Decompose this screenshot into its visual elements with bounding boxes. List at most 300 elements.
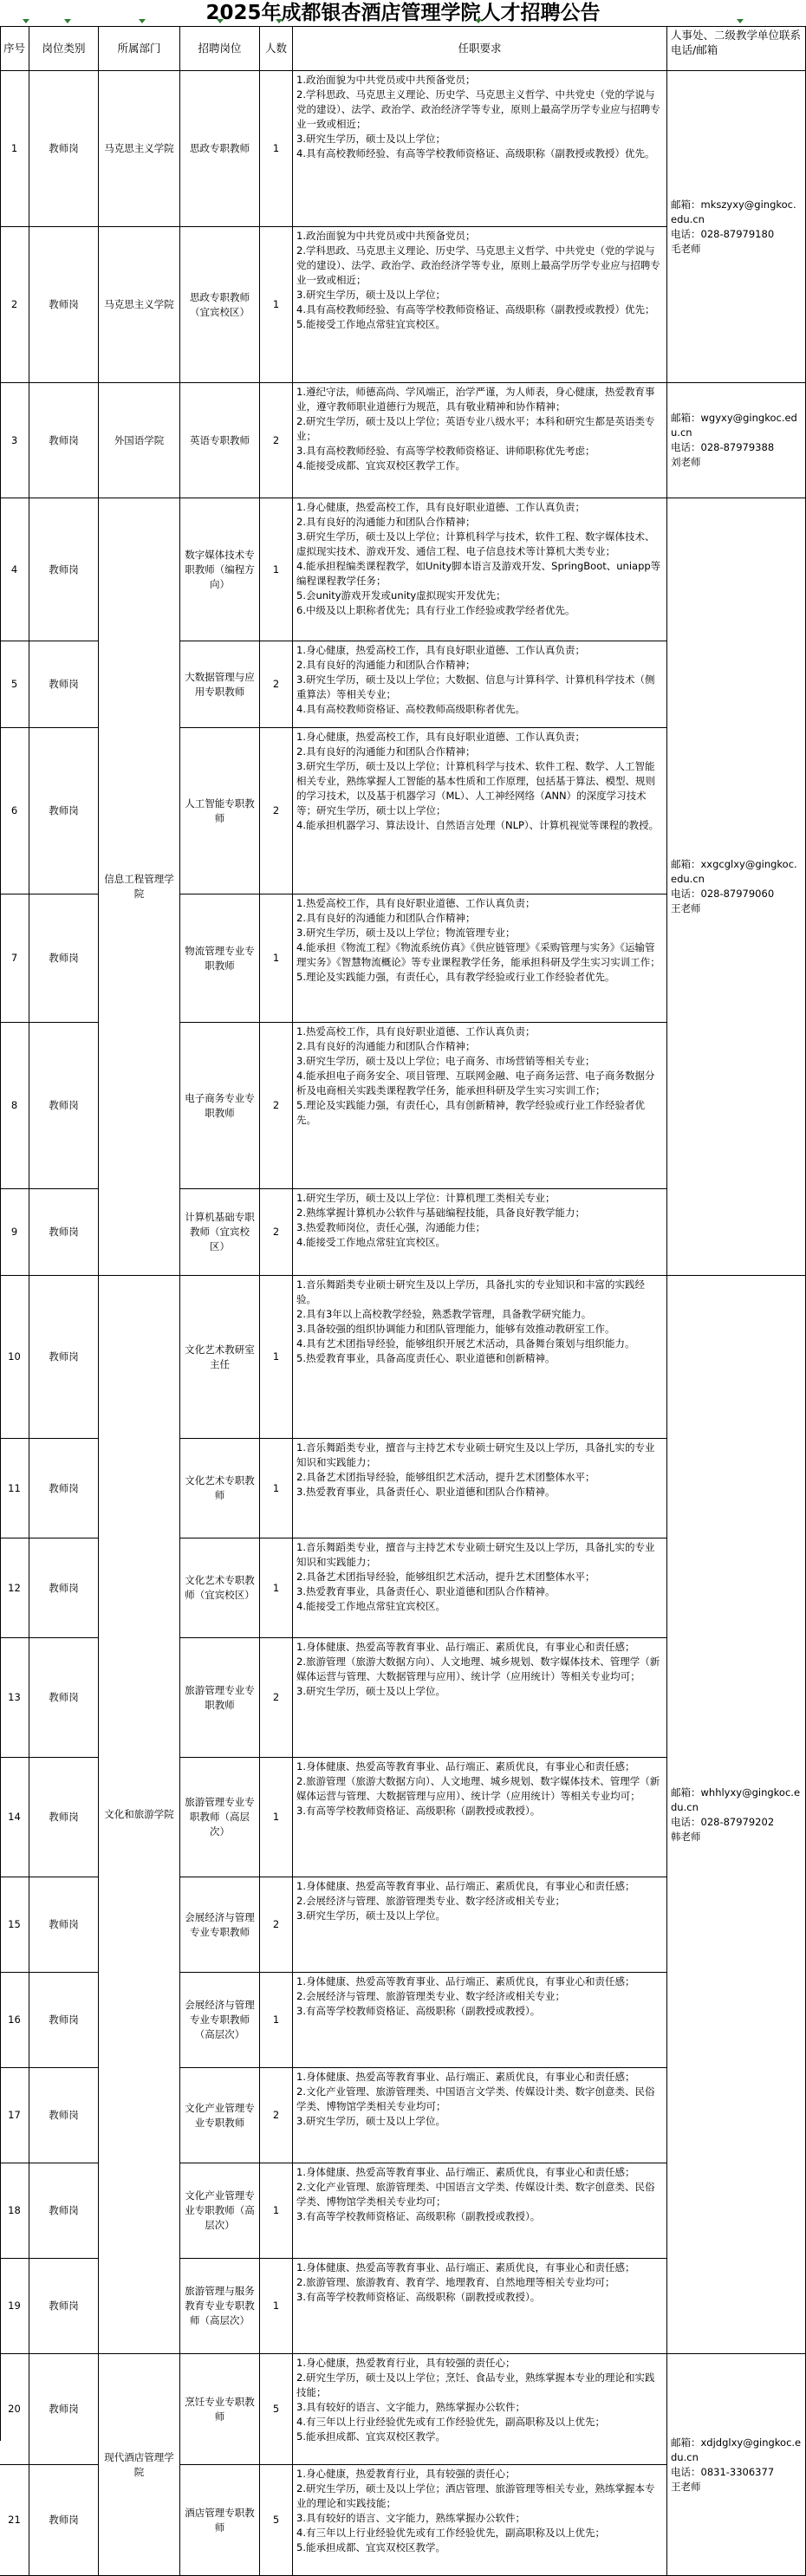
row-number-text: 12 xyxy=(8,1581,21,1594)
post-title xyxy=(180,894,260,1023)
headcount xyxy=(260,2465,293,2576)
header-cell xyxy=(180,26,260,71)
row-number xyxy=(0,227,29,383)
row-number-text: 4 xyxy=(10,563,18,576)
requirements xyxy=(293,1638,667,1758)
requirement-line: 4.有三年以上行业经验优先或有工作经验优先，副高职称及以上优先； xyxy=(296,2416,605,2428)
row-number-text: 21 xyxy=(8,2514,21,2526)
requirement-line: 2.会展经济与管理、旅游管理类专业、数字经济或相关专业； xyxy=(296,1990,565,2002)
contact-block xyxy=(671,857,802,916)
row-number xyxy=(0,383,29,498)
row-number-text: 16 xyxy=(8,2013,21,2026)
post-category xyxy=(29,728,99,894)
contact-person: 韩老师 xyxy=(671,1830,701,1843)
contact-email[interactable]: 邮箱：xxgcglxy@gingkoc.edu.cn xyxy=(671,858,797,885)
requirements xyxy=(293,1973,667,2068)
headcount-text: 2 xyxy=(272,1918,280,1930)
category-text: 教师岗 xyxy=(49,2514,79,2526)
requirement-line: 1.身体健康、热爱高等教育事业、品行端正、素质优良，有事业心和责任感； xyxy=(296,2071,635,2083)
post-title-text: 会展经济与管理专业专职教师 xyxy=(185,1910,255,1938)
requirement-line: 6.中级及以上职称者优先；具有行业工作经验或教学经者优先。 xyxy=(296,604,575,616)
requirement-line: 5.理论及实践能力强，有责任心，具有创新精神，教学经验或行业工作经验者优先。 xyxy=(296,1099,645,1126)
header-label: 人事处、二级教学单位联系电话/邮箱 xyxy=(671,29,802,56)
post-title xyxy=(180,2163,260,2259)
post-title-text: 旅游管理与服务教育专业专职教师（高层次） xyxy=(185,2285,255,2326)
contact-info xyxy=(667,2354,806,2576)
headcount-text: 1 xyxy=(272,142,280,154)
headcount-text: 2 xyxy=(272,2109,280,2121)
post-title-text: 会展经济与管理专业专职教师（高层次） xyxy=(185,1999,255,2040)
category-text: 教师岗 xyxy=(49,1099,79,1111)
headcount-text: 1 xyxy=(272,2013,280,2026)
requirements xyxy=(293,71,667,227)
post-title-text: 文化产业管理专业专职教师（高层次） xyxy=(185,2189,255,2231)
filter-dropdown-icon[interactable] xyxy=(475,19,482,23)
requirements xyxy=(293,2259,667,2354)
contact-person: 刘老师 xyxy=(671,456,701,468)
department xyxy=(99,227,180,383)
category-text: 教师岗 xyxy=(49,563,79,576)
requirements xyxy=(293,383,667,498)
headcount xyxy=(260,728,293,894)
row-number-text: 7 xyxy=(10,952,18,964)
requirements xyxy=(293,1758,667,1877)
requirement-line: 3.研究生学历，硕士及以上学位； xyxy=(296,289,445,301)
category-text: 教师岗 xyxy=(49,1918,79,1930)
headcount xyxy=(260,641,293,728)
requirement-line: 4.能承担机器学习、算法设计、自然语言处理（NLP）、计算机视觉等课程的教授。 xyxy=(296,819,660,831)
post-title xyxy=(180,1439,260,1538)
row-number xyxy=(0,1276,29,1439)
requirement-line: 3.有高等学校教师资格证、高级职称（副教授或教授）。 xyxy=(296,2210,541,2222)
category-text: 教师岗 xyxy=(49,2300,79,2312)
post-category xyxy=(29,894,99,1023)
post-title xyxy=(180,1189,260,1276)
requirements xyxy=(293,2465,667,2576)
requirement-line: 2.学科思政、马克思主义理论、历史学、马克思主义哲学、中共党史（党的学说与党的建设）、法学、政治学、政治经济学等专业，原则上最高学历学专业应与招聘专业一致或相近； xyxy=(296,244,660,286)
requirements xyxy=(293,1877,667,1973)
post-title-text: 文化产业管理专业专职教师 xyxy=(185,2101,255,2129)
contact-phone: 电话：028-87979060 xyxy=(671,888,775,900)
requirement-line: 1.政治面貌为中共党员或中共预备党员； xyxy=(296,230,476,242)
contact-phone: 电话：0831-3306377 xyxy=(671,2465,775,2478)
header-label: 所属部门 xyxy=(117,42,161,55)
post-title-text: 思政专职教师 xyxy=(190,142,250,154)
requirement-line: 3.具有较好的语言、文字能力，熟练掌握办公软件； xyxy=(296,2512,525,2524)
post-title-text: 思政专职教师（宜宾校区） xyxy=(190,290,250,318)
department-name: 现代酒店管理学院 xyxy=(104,2450,174,2478)
requirement-line: 2.具备艺术团指导经验，能够组织艺术活动，提升艺术团整体水平； xyxy=(296,1471,595,1483)
post-category xyxy=(29,2068,99,2163)
row-number-text: 5 xyxy=(10,678,18,690)
post-title-text: 文化艺术专职教师（宜宾校区） xyxy=(185,1574,255,1601)
requirement-line: 2.具备艺术团指导经验，能够组织艺术活动，提升艺术团整体水平； xyxy=(296,1571,595,1583)
requirement-line: 3.研究生学历，硕士及以上学位；计算机科学与技术，软件工程、数字媒体技术、虚拟现实技术、游戏开发、通信工程、电子信息技术等计算机大类专业； xyxy=(296,530,655,557)
post-title-text: 文化艺术专职教师 xyxy=(185,1474,255,1501)
requirement-line: 3.研究生学历，硕士及以上学位；电子商务、市场营销等相关专业； xyxy=(296,1055,595,1067)
header-label: 岗位类别 xyxy=(42,42,86,55)
requirement-line: 3.有高等学校教师资格证、高级职称（副教授或教授）。 xyxy=(296,2005,541,2017)
requirement-line: 3.热爱教育事业，具备责任心、职业道德和团队合作精神。 xyxy=(296,1486,556,1498)
requirement-line: 3.研究生学历，硕士及以上学位；大数据、信息与计算科学、计算机科学技术（侧重算法）等相关专业； xyxy=(296,673,655,700)
post-title-text: 英语专职教师 xyxy=(190,433,250,446)
requirement-line: 1.热爱高校工作，具有良好职业道德、工作认真负责； xyxy=(296,897,536,909)
post-category xyxy=(29,383,99,498)
post-category xyxy=(29,2259,99,2354)
requirement-line: 2.旅游管理（旅游大数据方向）、人文地理、城乡规划、数字媒体技术、管理学（新媒体运营与管理、大数据管理与应用）、统计学（应用统计）等相关专业均可； xyxy=(296,1656,660,1682)
category-text: 教师岗 xyxy=(49,2403,79,2415)
post-title-text: 大数据管理与应用专职教师 xyxy=(185,670,255,698)
page-title xyxy=(0,0,806,26)
requirement-line: 3.研究生学历，硕士及以上学位；计算机科学与技术、软件工程、数学、人工智能相关专业，熟练掌握人工智能的基本性质和工作原理，包括基于算法、模型、规则的学习技术，以及基于机器学习（ML）、人工神经网络（ANN）的深度学习技术等；研究生学历，硕士以上学位； xyxy=(296,760,655,816)
requirement-line: 4.能承担《物流工程》《物流系统仿真》《供应链管理》《采购管理与实务》《运输管理实务》《智慧物流概论》等专业课程教学任务，能承担科研及学生实习实训工作； xyxy=(296,941,660,968)
row-number xyxy=(0,1973,29,2068)
row-number-text: 9 xyxy=(10,1226,18,1238)
department-name: 信息工程管理学院 xyxy=(104,873,174,900)
post-category xyxy=(29,1638,99,1758)
requirement-line: 3.有高等学校教师资格证、高级职称（副教授或教授）。 xyxy=(296,1805,541,1817)
requirement-line: 3.研究生学历，硕士及以上学位。 xyxy=(296,1685,445,1697)
post-category xyxy=(29,2465,99,2576)
contact-person: 王老师 xyxy=(671,2480,701,2493)
contact-block xyxy=(671,198,802,257)
row-number xyxy=(0,1758,29,1877)
contact-email[interactable]: 邮箱：whhlyxy@gingkoc.edu.cn xyxy=(671,1786,801,1813)
department-name: 马克思主义学院 xyxy=(104,142,174,154)
contact-person: 毛老师 xyxy=(671,242,701,255)
post-category xyxy=(29,1973,99,2068)
headcount xyxy=(260,1973,293,2068)
row-number-text: 6 xyxy=(10,804,18,816)
post-category xyxy=(29,641,99,728)
category-text: 教师岗 xyxy=(49,952,79,964)
post-title-text: 计算机基础专职教师（宜宾校区） xyxy=(185,1211,255,1252)
requirement-line: 5.能承担成都、宜宾双校区教学。 xyxy=(296,2430,445,2443)
requirement-line: 2.文化产业管理、旅游管理类、中国语言文学类、传媒设计类、数字创意类、民俗学类、博物馆学类相关专业均可； xyxy=(296,2085,655,2112)
department xyxy=(99,1276,180,2354)
post-title xyxy=(180,498,260,641)
headcount xyxy=(260,383,293,498)
row-number-text: 8 xyxy=(10,1099,18,1111)
department-name: 外国语学院 xyxy=(114,433,165,446)
post-title xyxy=(180,641,260,728)
requirement-line: 5.会unity游戏开发或unity虚拟现实开发优先； xyxy=(296,589,506,602)
post-category xyxy=(29,1189,99,1276)
contact-info xyxy=(667,71,806,383)
headcount-text: 2 xyxy=(272,433,280,446)
post-category xyxy=(29,1538,99,1638)
post-title-text: 旅游管理专业专职教师 xyxy=(185,1683,255,1711)
post-title xyxy=(180,227,260,383)
requirements xyxy=(293,2163,667,2259)
headcount-text: 2 xyxy=(272,1226,280,1238)
requirement-line: 4.具有高校教师资格证、高校教师高级职称者优先。 xyxy=(296,703,525,715)
category-text: 教师岗 xyxy=(49,433,79,446)
header-cell xyxy=(667,26,806,71)
category-text: 教师岗 xyxy=(49,1691,79,1703)
category-text: 教师岗 xyxy=(49,2013,79,2026)
post-title-text: 电子商务专业专职教师 xyxy=(185,1091,255,1119)
post-title-text: 烹饪专业专职教师 xyxy=(185,2395,255,2423)
requirement-line: 2.旅游管理、旅游教育、教育学、地理教育、自然地理等相关专业均可； xyxy=(296,2276,615,2288)
requirements xyxy=(293,227,667,383)
contact-phone: 电话：028-87979202 xyxy=(671,1815,775,1828)
requirement-line: 3.具有高校教师经验、有高等学校教师资格证、讲师职称优先考虑； xyxy=(296,445,595,457)
headcount xyxy=(260,1758,293,1877)
headcount xyxy=(260,1538,293,1638)
post-title xyxy=(180,2259,260,2354)
title-text: 2025年成都银杏酒店管理学院人才招聘公告 xyxy=(205,2,601,24)
department-name: 文化和旅游学院 xyxy=(104,1808,174,1820)
post-category xyxy=(29,1439,99,1538)
contact-email[interactable]: 邮箱：xdjdglxy@gingkoc.edu.cn xyxy=(671,2436,802,2463)
row-number-text: 20 xyxy=(8,2403,21,2415)
headcount xyxy=(260,1189,293,1276)
contact-person: 王老师 xyxy=(671,902,701,914)
requirements xyxy=(293,728,667,894)
requirement-line: 3.研究生学历，硕士及以上学位；物流管理专业； xyxy=(296,927,516,939)
post-title xyxy=(180,1538,260,1638)
requirement-line: 1.身体健康、热爱高等教育事业、品行端正、素质优良，有事业心和责任感； xyxy=(296,1880,635,1892)
headcount-text: 1 xyxy=(272,1350,280,1363)
row-number xyxy=(0,71,29,227)
headcount xyxy=(260,1439,293,1538)
headcount xyxy=(260,2068,293,2163)
row-number xyxy=(0,2163,29,2259)
post-title xyxy=(180,2354,260,2465)
requirement-line: 3.研究生学历，硕士及以上学位。 xyxy=(296,1909,445,1922)
row-number xyxy=(0,2465,29,2576)
header-cell xyxy=(99,26,180,71)
requirement-line: 3.热爱教育事业，具备责任心、职业道德和团队合作精神。 xyxy=(296,1585,556,1597)
header-label: 任职要求 xyxy=(458,42,502,55)
requirement-line: 4.能接受成都、宜宾双校区教学工作。 xyxy=(296,459,465,472)
post-title xyxy=(180,383,260,498)
requirement-line: 1.研究生学历，硕士及以上学位：计算机理工类相关专业； xyxy=(296,1192,556,1204)
header-label: 人数 xyxy=(264,42,287,55)
row-number xyxy=(0,1638,29,1758)
headcount xyxy=(260,1023,293,1189)
post-category xyxy=(29,498,99,641)
requirement-line: 2.具有良好的沟通能力和团队合作精神； xyxy=(296,1040,476,1052)
post-category xyxy=(29,71,99,227)
post-category xyxy=(29,1877,99,1973)
requirement-line: 2.具有良好的沟通能力和团队合作精神； xyxy=(296,659,476,671)
post-category xyxy=(29,2163,99,2259)
header-cell xyxy=(0,26,29,71)
contact-phone: 电话：028-87979180 xyxy=(671,227,775,240)
requirement-line: 2.具有3年以上高校教学经验，熟悉教学管理，具备教学研究能力。 xyxy=(296,1308,592,1320)
requirement-line: 1.身体健康、热爱高等教育事业、品行端正、素质优良，有事业心和责任感； xyxy=(296,1975,635,1987)
post-category xyxy=(29,1758,99,1877)
filter-dropdown-icon[interactable] xyxy=(217,19,224,23)
requirement-line: 2.熟练掌握计算机办公软件与基础编程技能，具备良好教学能力； xyxy=(296,1207,585,1219)
filter-dropdown-icon[interactable] xyxy=(737,19,744,23)
row-number xyxy=(0,2354,29,2465)
post-title xyxy=(180,1758,260,1877)
headcount xyxy=(260,2259,293,2354)
post-title xyxy=(180,71,260,227)
category-text: 教师岗 xyxy=(49,1581,79,1594)
contact-block xyxy=(671,2436,802,2495)
requirement-line: 2.文化产业管理、旅游管理类、中国语言文学类、传媒设计类、数字创意类、民俗学类、博物馆学类相关专业均可； xyxy=(296,2181,655,2208)
row-number-text: 14 xyxy=(8,1811,21,1823)
headcount-text: 1 xyxy=(272,952,280,964)
headcount-text: 2 xyxy=(272,1099,280,1111)
department xyxy=(99,498,180,1276)
requirements xyxy=(293,1276,667,1439)
requirement-line: 3.有高等学校教师资格证、高级职称（副教授或教授）。 xyxy=(296,2291,541,2303)
requirement-line: 2.学科思政、马克思主义理论、历史学、马克思主义哲学、中共党史（党的学说与党的建设）、法学、政治学、政治经济学等专业，原则上最高学历学专业应与招聘专业一致或相近； xyxy=(296,88,660,130)
requirement-line: 1.身体健康、热爱高等教育事业、品行端正、素质优良，有事业心和责任感； xyxy=(296,2261,635,2274)
post-title xyxy=(180,2068,260,2163)
category-text: 教师岗 xyxy=(49,1811,79,1823)
post-title xyxy=(180,1638,260,1758)
requirement-line: 1.音乐舞蹈类专业硕士研究生及以上学历，具备扎实的专业知识和丰富的实践经验。 xyxy=(296,1278,645,1305)
category-text: 教师岗 xyxy=(49,804,79,816)
row-number xyxy=(0,1189,29,1276)
requirement-line: 3.研究生学历，硕士及以上学位。 xyxy=(296,2115,445,2127)
requirement-line: 2.研究生学历，硕士及以上学位；酒店管理、旅游管理等相关专业，熟练掌握本专业的理论和实践技能； xyxy=(296,2482,655,2509)
post-title-text: 数字媒体技术专职教师（编程方向） xyxy=(185,548,255,590)
contact-email[interactable]: 邮箱：mkszyxy@gingkoc.edu.cn xyxy=(671,198,796,225)
filter-dropdown-icon[interactable] xyxy=(23,19,29,23)
contact-block xyxy=(671,1786,802,1844)
department-name: 马克思主义学院 xyxy=(104,298,174,310)
department xyxy=(99,71,180,227)
requirement-line: 4.具有高校教师经验、有高等学校教师资格证、高级职称（副教授或教授）优先； xyxy=(296,303,655,315)
category-text: 教师岗 xyxy=(49,1226,79,1238)
requirement-line: 1.身心健康，热爱高校工作，具有良好职业道德、工作认真负责； xyxy=(296,644,585,656)
requirement-line: 2.具有良好的沟通能力和团队合作精神； xyxy=(296,912,476,924)
headcount xyxy=(260,1276,293,1439)
post-title xyxy=(180,2465,260,2576)
headcount-text: 1 xyxy=(272,2300,280,2312)
requirement-line: 5.能承担成都、宜宾双校区教学。 xyxy=(296,2541,445,2553)
requirements xyxy=(293,1538,667,1638)
headcount xyxy=(260,2163,293,2259)
requirement-line: 4.具有高校教师经验、有高等学校教师资格证、高级职称（副教授或教授）优先。 xyxy=(296,147,655,159)
row-number xyxy=(0,894,29,1023)
department xyxy=(99,2354,180,2576)
requirement-line: 2.具有良好的沟通能力和团队合作精神； xyxy=(296,516,476,528)
filter-dropdown-icon[interactable] xyxy=(276,19,283,23)
department xyxy=(99,383,180,498)
headcount-text: 2 xyxy=(272,678,280,690)
category-text: 教师岗 xyxy=(49,1350,79,1363)
row-number xyxy=(0,1538,29,1638)
requirement-line: 1.身体健康、热爱高等教育事业、品行端正、素质优良，有事业心和责任感； xyxy=(296,1760,635,1773)
requirement-line: 1.身心健康，热爱高校工作，具有良好职业道德、工作认真负责； xyxy=(296,731,585,743)
headcount xyxy=(260,2354,293,2465)
requirement-line: 3.研究生学历，硕士及以上学位； xyxy=(296,133,445,145)
requirements xyxy=(293,1023,667,1189)
headcount-text: 2 xyxy=(272,804,280,816)
headcount xyxy=(260,71,293,227)
requirement-line: 1.音乐舞蹈类专业，擅音与主持艺术专业硕士研究生及以上学历，具备扎实的专业知识和实践能力； xyxy=(296,1441,655,1468)
post-title xyxy=(180,1877,260,1973)
post-category xyxy=(29,227,99,383)
row-number xyxy=(0,2259,29,2354)
requirement-line: 4.有三年以上行业经验优先或有工作经验优先，副高职称及以上优先； xyxy=(296,2527,605,2539)
requirement-line: 4.具有艺术团指导经验，能够组织开展艺术活动，具备舞台策划与组织能力。 xyxy=(296,1337,635,1350)
headcount-text: 1 xyxy=(272,563,280,576)
post-title-text: 文化艺术教研室主任 xyxy=(185,1343,255,1370)
headcount xyxy=(260,227,293,383)
requirement-line: 3.具有较好的语言、文字能力，熟练掌握办公软件； xyxy=(296,2401,525,2413)
header-cell xyxy=(29,26,99,71)
header-label: 招聘岗位 xyxy=(198,42,242,55)
contact-info xyxy=(667,498,806,1276)
requirement-line: 3.热爱教师岗位，责任心强，沟通能力佳； xyxy=(296,1221,485,1233)
headcount-text: 1 xyxy=(272,1811,280,1823)
headcount xyxy=(260,894,293,1023)
category-text: 教师岗 xyxy=(49,142,79,154)
row-number xyxy=(0,728,29,894)
row-number-text: 18 xyxy=(8,2204,21,2216)
category-text: 教师岗 xyxy=(49,678,79,690)
requirement-line: 2.具有良好的沟通能力和团队合作精神； xyxy=(296,745,476,758)
requirement-line: 1.身心健康，热爱高校工作，具有良好职业道德、工作认真负责； xyxy=(296,501,585,513)
header-cell xyxy=(293,26,667,71)
filter-dropdown-icon[interactable] xyxy=(139,19,146,23)
row-number xyxy=(0,498,29,641)
requirement-line: 2.研究生学历，硕士及以上学位；烹饪、食品专业，熟练掌握本专业的理论和实践技能； xyxy=(296,2371,655,2398)
post-title xyxy=(180,728,260,894)
requirements xyxy=(293,2068,667,2163)
requirement-line: 4.能承担程编类课程教学，如Unity脚本语言及游戏开发、SpringBoot、uniapp等编程课程教学任务； xyxy=(296,560,661,587)
requirement-line: 1.身体健康、热爱高等教育事业、品行端正、素质优良，有事业心和责任感； xyxy=(296,2166,635,2178)
category-text: 教师岗 xyxy=(49,1481,79,1494)
post-title-text: 旅游管理专业专职教师（高层次） xyxy=(185,1796,255,1838)
requirements xyxy=(293,1439,667,1538)
contact-block xyxy=(671,411,802,470)
headcount-text: 1 xyxy=(272,1581,280,1594)
headcount-text: 1 xyxy=(272,1481,280,1494)
row-number xyxy=(0,1023,29,1189)
row-number-text: 17 xyxy=(8,2109,21,2121)
post-category xyxy=(29,1023,99,1189)
category-text: 教师岗 xyxy=(49,298,79,310)
requirement-line: 2.会展经济与管理、旅游管理类专业、数字经济或相关专业； xyxy=(296,1895,565,1907)
requirement-line: 5.热爱教育事业，具备高度责任心、职业道德和创新精神。 xyxy=(296,1352,556,1364)
contact-info xyxy=(667,1276,806,2354)
header-label: 序号 xyxy=(3,42,26,55)
contact-info xyxy=(667,383,806,498)
row-number-text: 3 xyxy=(10,433,18,446)
requirements xyxy=(293,498,667,641)
requirements xyxy=(293,894,667,1023)
requirement-line: 1.身体健康、热爱高等教育事业、品行端正、素质优良，有事业心和责任感； xyxy=(296,1641,635,1653)
post-title-text: 酒店管理专职教师 xyxy=(185,2506,255,2534)
contact-email[interactable]: 邮箱：wgyxy@gingkoc.edu.cn xyxy=(671,412,797,439)
row-number-text: 19 xyxy=(8,2300,21,2312)
post-title xyxy=(180,1023,260,1189)
row-number-text: 10 xyxy=(8,1350,21,1363)
category-text: 教师岗 xyxy=(49,2109,79,2121)
post-category xyxy=(29,1276,99,1439)
requirement-line: 1.身心健康，热爱教育行业，具有较强的责任心； xyxy=(296,2468,516,2480)
requirement-line: 5.能接受工作地点常驻宜宾校区。 xyxy=(296,318,445,330)
requirement-line: 1.热爱高校工作，具有良好职业道德、工作认真负责； xyxy=(296,1025,536,1038)
requirements xyxy=(293,2354,667,2465)
row-number xyxy=(0,2068,29,2163)
filter-dropdown-icon[interactable] xyxy=(64,19,71,23)
requirement-line: 1.政治面貌为中共党员或中共预备党员； xyxy=(296,74,476,86)
header-cell xyxy=(260,26,293,71)
row-number-text: 2 xyxy=(10,298,18,310)
requirements xyxy=(293,641,667,728)
